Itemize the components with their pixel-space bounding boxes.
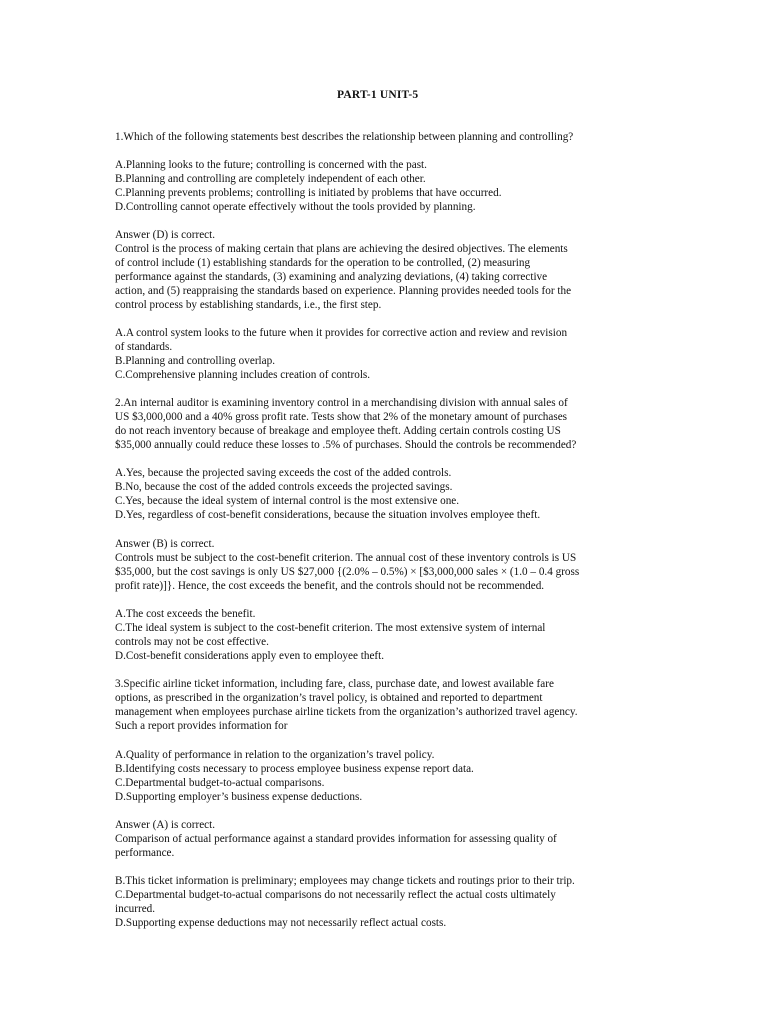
text-line: performance against the standards, (3) examining and analyzing deviations, (4) taking corrective [115, 271, 548, 283]
question-2-options [115, 466, 660, 522]
text-line: US $3,000,000 and a 40% gross profit rate. Tests show that 2% of the monetary amount of purchases [115, 411, 568, 423]
question-2-explanations [115, 607, 660, 663]
text-line: incurred. [115, 903, 156, 915]
option-line: D.Supporting employer’s business expense deductions. [115, 791, 363, 803]
question-2 [115, 396, 660, 452]
option-line: D.Controlling cannot operate effectively without the tools provided by planning. [115, 201, 476, 213]
text-line: performance. [115, 847, 175, 859]
text-line: D.Supporting expense deductions may not necessarily reflect actual costs. [115, 917, 447, 929]
option-line: D.Yes, regardless of cost-benefit considerations, because the situation involves employee theft. [115, 509, 541, 521]
question-3-answer [115, 818, 660, 860]
text-line: action, and (5) reappraising the standards based on experience. Planning provides needed tools for the [115, 285, 572, 297]
text-line: Control is the process of making certain that plans are achieving the desired objectives. The elements [115, 243, 568, 255]
text-line: 3.Specific airline ticket information, including fare, class, purchase date, and lowest available fare [115, 678, 554, 690]
question-3-options [115, 748, 660, 804]
text-line: of standards. [115, 341, 173, 353]
option-line: B.No, because the cost of the added controls exceeds the projected savings. [115, 481, 453, 493]
text-line: 2.An internal auditor is examining inventory control in a merchandising division with annual sales of [115, 397, 568, 409]
option-line: C.Yes, because the ideal system of internal control is the most extensive one. [115, 495, 460, 507]
answer-heading: Answer (B) is correct. [115, 538, 215, 550]
text-line: control process by establishing standards, i.e., the first step. [115, 299, 382, 311]
option-line: C.Planning prevents problems; controlling is initiated by problems that have occurred. [115, 187, 502, 199]
text-line: A.The cost exceeds the benefit. [115, 608, 256, 620]
option-line: A.Quality of performance in relation to the organization’s travel policy. [115, 749, 435, 761]
text-line: C.Comprehensive planning includes creation of controls. [115, 369, 371, 381]
question-1 [115, 130, 660, 144]
text-line: 1.Which of the following statements best describes the relationship between planning and controlling? [115, 131, 574, 143]
text-line: B.This ticket information is preliminary; employees may change tickets and routings prior to their trip. [115, 875, 575, 887]
text-line: A.A control system looks to the future when it provides for corrective action and review and revision [115, 327, 568, 339]
question-1-answer [115, 228, 660, 312]
question-3 [115, 677, 660, 733]
text-line: Comparison of actual performance against a standard provides information for assessing quality of [115, 833, 557, 845]
text-line: of control include (1) establishing standards for the operation to be controlled, (2) measuring [115, 257, 531, 269]
option-line: A.Planning looks to the future; controlling is concerned with the past. [115, 159, 427, 171]
option-line: B.Planning and controlling are completely independent of each other. [115, 173, 426, 185]
answer-heading: Answer (D) is correct. [115, 229, 216, 241]
text-line: management when employees purchase airline tickets from the organization’s authorized travel agency. [115, 706, 578, 718]
question-1-options [115, 158, 660, 214]
text-line: $35,000, but the cost savings is only US $27,000 {(2.0% – 0.5%) × [$3,000,000 sales × (1.0 – 0.4 gross [115, 566, 580, 578]
text-line: do not reach inventory because of breakage and employee theft. Adding certain controls costing US [115, 425, 561, 437]
text-line: controls may not be cost effective. [115, 636, 269, 648]
question-1-explanations [115, 326, 660, 382]
option-line: C.Departmental budget-to-actual comparisons. [115, 777, 325, 789]
text-line: D.Cost-benefit considerations apply even to employee theft. [115, 650, 385, 662]
text-line: B.Planning and controlling overlap. [115, 355, 276, 367]
text-line: C.The ideal system is subject to the cost-benefit criterion. The most extensive system of internal [115, 622, 546, 634]
question-2-answer [115, 537, 660, 593]
text-line: C.Departmental budget-to-actual comparisons do not necessarily reflect the actual costs ultimately [115, 889, 556, 901]
text-line: profit rate)]}. Hence, the cost exceeds the benefit, and the controls should not be recommended. [115, 580, 545, 592]
question-3-explanations [115, 874, 660, 930]
text-line: Such a report provides information for [115, 720, 288, 732]
option-line: A.Yes, because the projected saving exceeds the cost of the added controls. [115, 467, 452, 479]
page-title: PART-1 UNIT-5 [337, 89, 419, 101]
text-line: $35,000 annually could reduce these losses to .5% of purchases. Should the controls be recommended? [115, 439, 577, 451]
text-line: Controls must be subject to the cost-benefit criterion. The annual cost of these inventory controls is US [115, 552, 577, 564]
text-line: options, as prescribed in the organization’s travel policy, is obtained and reported to department [115, 692, 543, 704]
answer-heading: Answer (A) is correct. [115, 819, 216, 831]
option-line: B.Identifying costs necessary to process employee business expense report data. [115, 763, 474, 775]
